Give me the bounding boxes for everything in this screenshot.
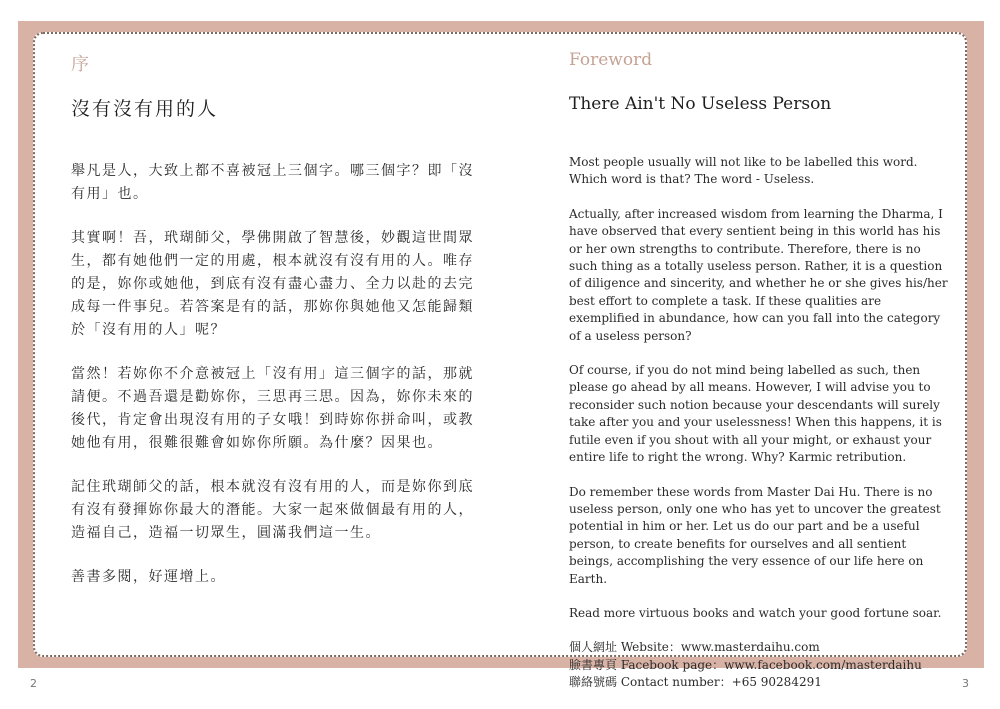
english-body <box>569 154 949 692</box>
english-paragraph: Most people usually will not like to be labelled this word. Which word is that? The word - Useless. <box>569 155 918 187</box>
chinese-paragraph: 當然！若妳你不介意被冠上「沒有用」這三個字的話，那就請便。不過吾還是勸妳你，三思再三思。因為，妳你未來的後代，肯定會出現沒有用的子女哦！到時妳你拼命叫，或教她他有用，很難很難會如妳你所願。為什麼？因果也。 <box>71 366 474 451</box>
english-paragraph: Of course, if you do not mind being labelled as such, then please go ahead by all means. However, I will advise you to reconsider such notion because your descendants will surely take after you and your uselessness! When this happens, it is futile even if you shout with all your might, or exhaust your entire life to right the wrong. Why? Karmic retribution. <box>569 363 942 465</box>
phone-line: 聯絡號碼 Contact number：+65 90284291 <box>569 675 822 690</box>
section-label-english: Foreword <box>569 50 653 70</box>
section-label-chinese: 序 <box>71 54 89 75</box>
chinese-paragraph: 其實啊！吾，玳瑚師父，學佛開啟了智慧後，妙觀這世間眾生，都有她他們一定的用處，根本就沒有沒有用的人。唯存的是，妳你或她他，到底有沒有盡心盡力、全力以赴的去完成每一件事兒。若答案是有的話，那妳你與她他又怎能歸類於「沒有用的人」呢？ <box>71 230 474 338</box>
english-paragraph: Read more virtuous books and watch your good fortune soar. <box>569 605 942 620</box>
page-number-left: 2 <box>30 677 37 690</box>
page-number-right: 3 <box>962 677 969 690</box>
english-title: There Ain't No Useless Person <box>569 94 832 114</box>
chinese-paragraph: 善書多閱，好運增上。 <box>71 569 226 585</box>
chinese-paragraph: 舉凡是人，大致上都不喜被冠上三個字。哪三個字？即「沒有用」也。 <box>71 163 474 202</box>
english-paragraph: Do remember these words from Master Dai Hu. There is no useless person, only one who has yet to uncover the greatest potential in him or her. Let us do our part and be a useful person, to create benefits for ourselves and all sentient beings, accomplishing the very essence of our life here on Earth. <box>569 484 941 586</box>
chinese-paragraph: 記住玳瑚師父的話，根本就沒有沒有用的人，而是妳你到底有沒有發揮妳你最大的潛能。大家一起來做個最有用的人，造福自己，造福一切眾生，圓滿我們這一生。 <box>71 479 474 541</box>
chinese-body <box>71 160 481 610</box>
contact-block <box>569 639 949 691</box>
content-card <box>33 32 967 690</box>
website-line: 個人網址 Website：www.masterdaihu.com <box>569 640 820 655</box>
chinese-title: 沒有沒有用的人 <box>71 98 219 120</box>
english-paragraph: Actually, after increased wisdom from learning the Dharma, I have observed that every sentient being in this world has his or her own strengths to contribute. Therefore, there is no such thing as a totally useless person. Rather, it is a question of diligence and sincerity, and whether he or she gives his/her best effort to complete a task. If these qualities are exemplified in abundance, how can you fall into the category of a useless person? <box>569 206 948 343</box>
facebook-line: 臉書專頁 Facebook page：www.facebook.com/masterdaihu <box>569 657 922 672</box>
